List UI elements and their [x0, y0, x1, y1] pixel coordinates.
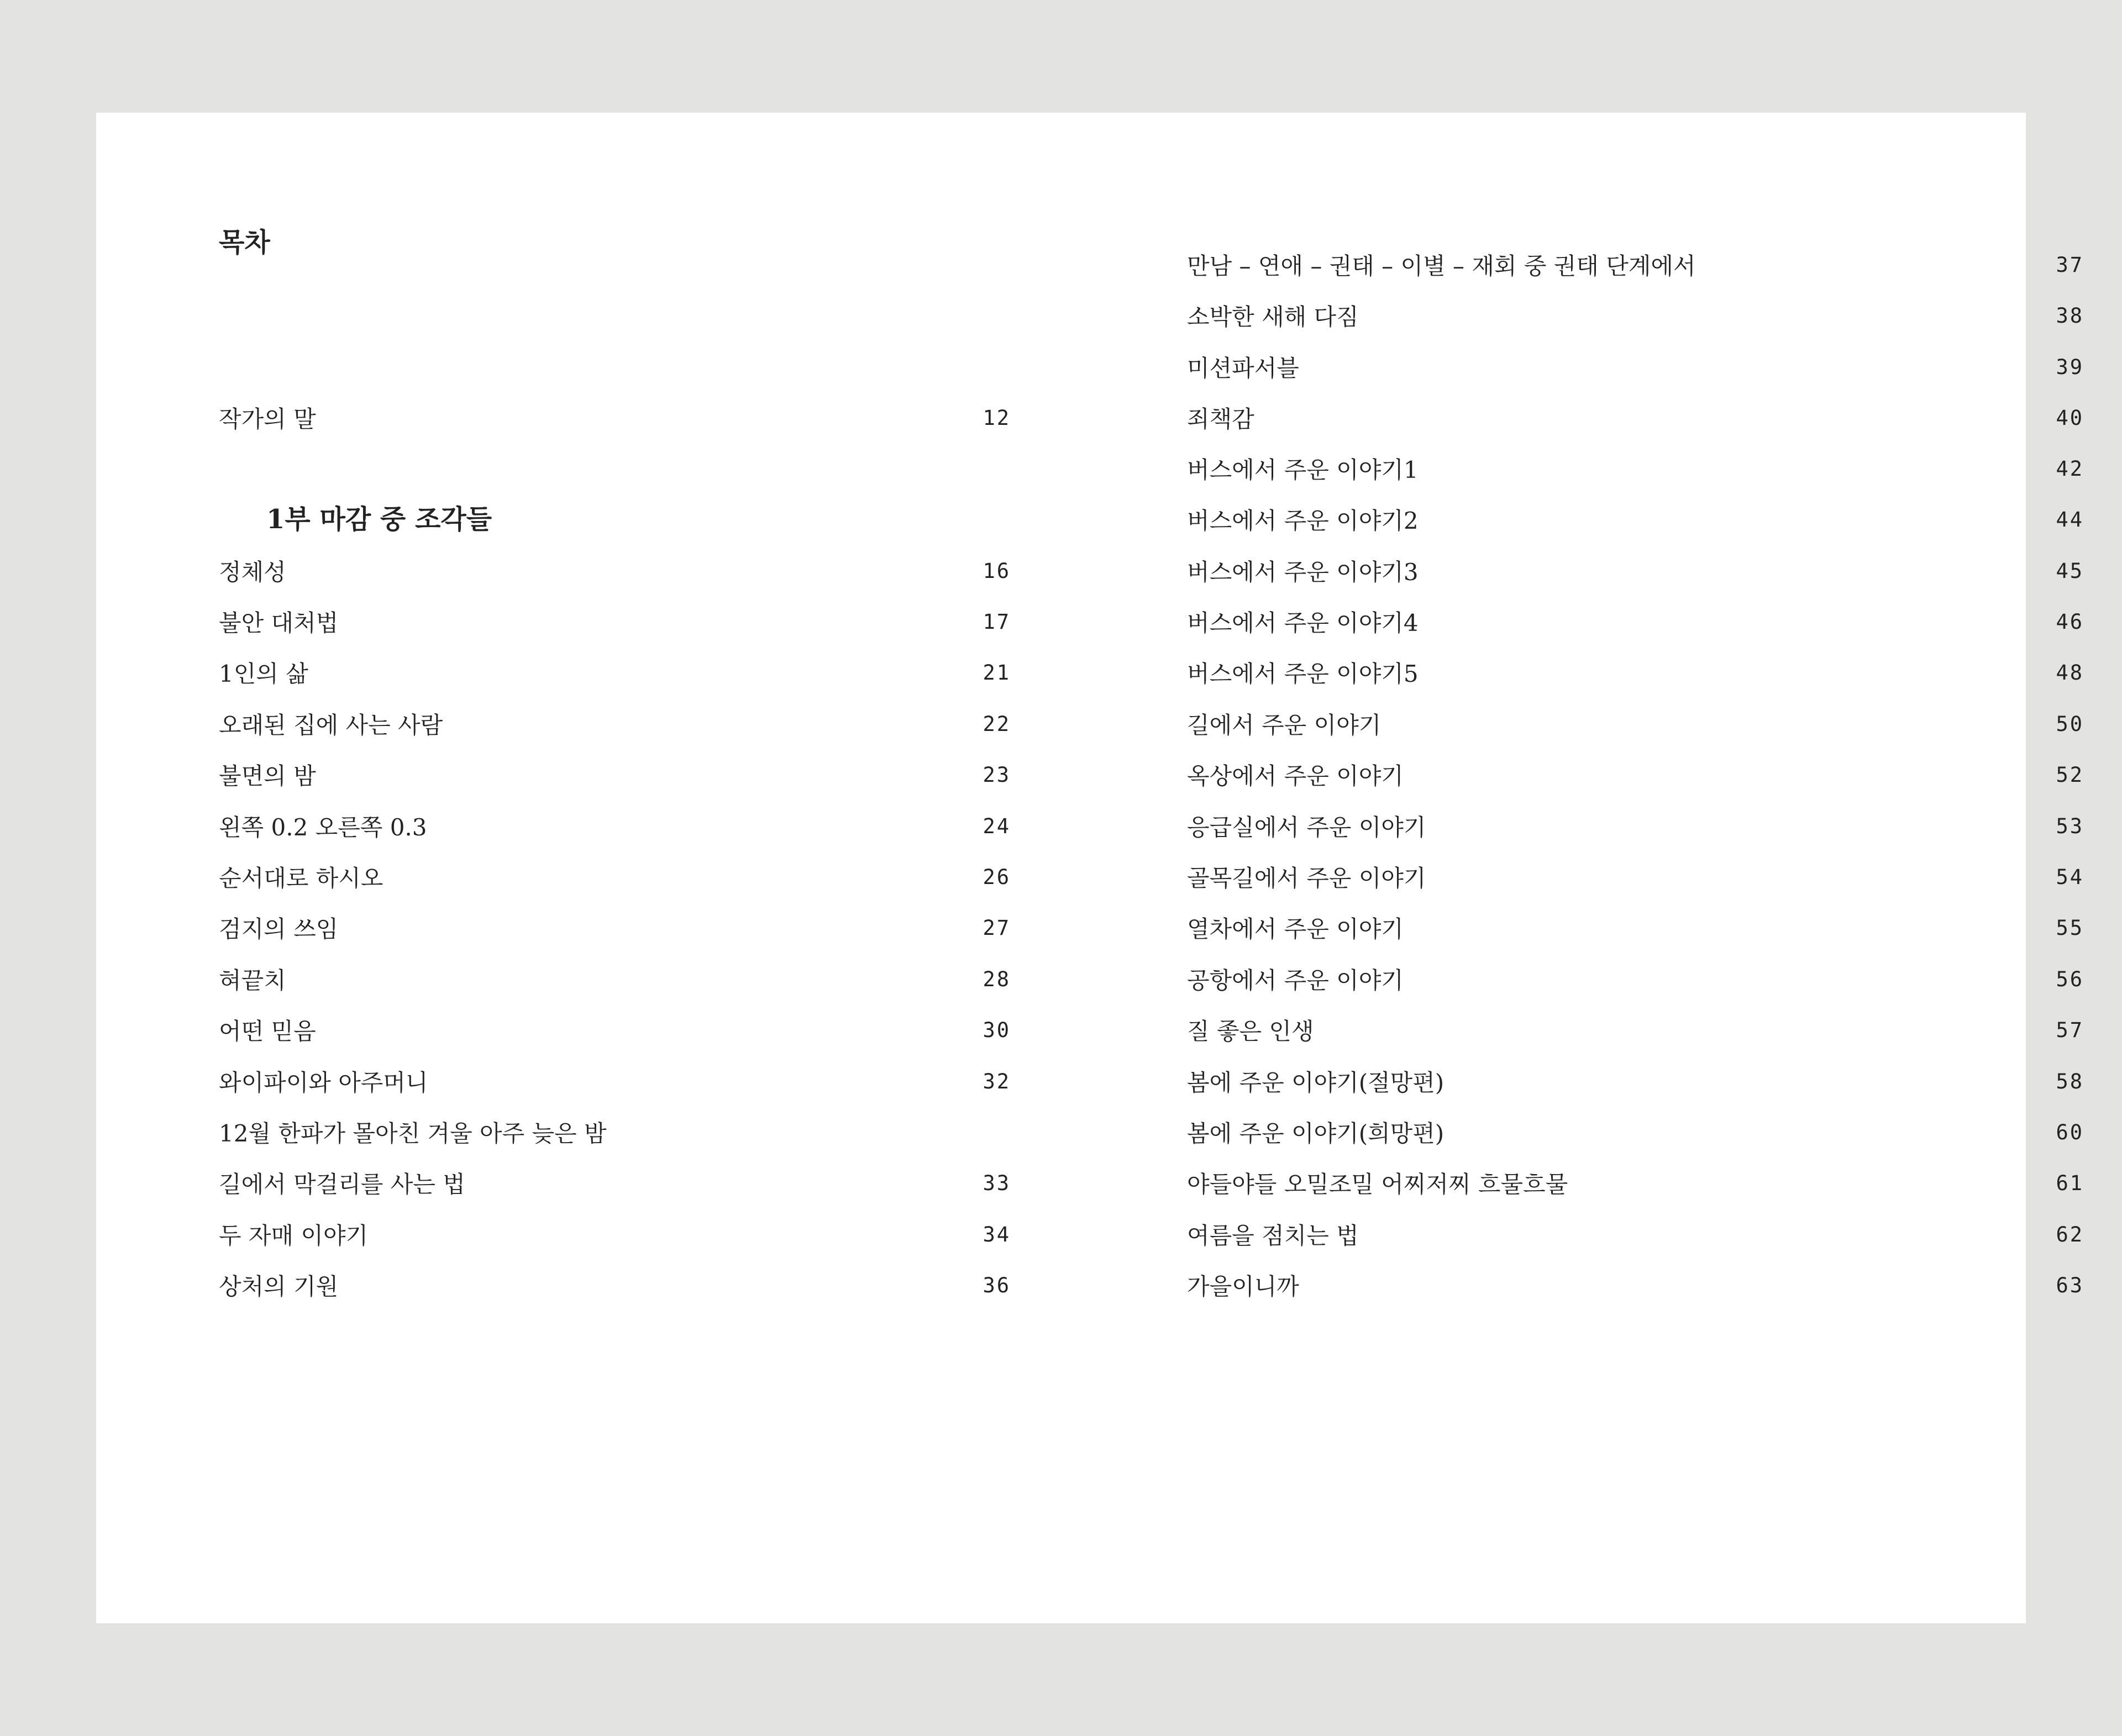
toc-entry-preface: [219, 392, 1011, 443]
toc-entry-page: 27: [983, 916, 1011, 940]
toc-entry: [219, 1107, 1011, 1158]
toc-entry-title: 옥상에서 주운 이야기: [1187, 762, 1404, 790]
toc-entry: [1187, 801, 2084, 851]
toc-entry-page: 57: [2056, 1018, 2084, 1042]
toc-entry: [219, 1260, 1011, 1311]
toc-entry-page: 23: [983, 762, 1011, 787]
toc-entry-page: 48: [2056, 660, 2084, 685]
toc-entry: [1187, 596, 2084, 647]
toc-entry-page: 55: [2056, 916, 2084, 940]
toc-entry-page: 37: [2056, 252, 2084, 277]
toc-entry-page: 61: [2056, 1171, 2084, 1195]
toc-entry-page: 38: [2056, 303, 2084, 328]
toc-entry-page: 30: [983, 1018, 1011, 1042]
toc-entry: [219, 851, 1011, 902]
toc-entry-title: 질 좋은 인생: [1187, 1018, 1314, 1045]
toc-entry-page: 39: [2056, 355, 2084, 379]
toc-entry-title: 여름을 점치는 법: [1187, 1222, 1359, 1249]
toc-entry-title: 미션파서블: [1187, 355, 1299, 382]
toc-entry: [219, 1158, 1011, 1208]
toc-entry-title: 봄에 주운 이야기(절망편): [1187, 1069, 1445, 1096]
toc-entry: [1187, 1260, 2084, 1311]
toc-entry: [1187, 698, 2084, 749]
toc-entry-page: 50: [2056, 712, 2084, 736]
toc-entry-title: 불안 대처법: [219, 609, 339, 636]
toc-entry-page: 40: [2056, 406, 2084, 430]
toc-entry-title: 버스에서 주운 이야기2: [1187, 507, 1419, 534]
toc-entry-title: 순서대로 하시오: [219, 865, 384, 892]
toc-entry-page: 24: [983, 814, 1011, 838]
toc-entry-page: 33: [983, 1171, 1011, 1195]
toc-entry: [1187, 341, 2084, 392]
toc-entry-page: 12: [983, 406, 1011, 430]
toc-entry-title: 작가의 말: [219, 406, 316, 433]
toc-entry-page: 34: [983, 1222, 1011, 1246]
toc-entry: [1187, 1107, 2084, 1158]
toc-entry-title: 불면의 밤: [219, 762, 316, 790]
toc-entry: [1187, 1158, 2084, 1208]
toc-entry: [219, 954, 1011, 1004]
toc-entry: [1187, 392, 2084, 443]
toc-entry-title: 12월 한파가 몰아친 겨울 아주 늦은 밤: [219, 1120, 607, 1147]
toc-entry-title: 버스에서 주운 이야기1: [1187, 456, 1419, 483]
toc-entry-page: 52: [2056, 762, 2084, 787]
toc-entry-page: 45: [2056, 559, 2084, 583]
toc-entry-page: 21: [983, 660, 1011, 685]
toc-entry-page: 28: [983, 967, 1011, 991]
toc-entry-title: 상처의 기원: [219, 1273, 339, 1300]
toc-entry-title: 1인의 삶: [219, 660, 308, 687]
toc-heading: 목차: [219, 227, 270, 258]
toc-entry-page: 56: [2056, 967, 2084, 991]
toc-entry: [1187, 443, 2084, 494]
toc-entry-title: 열차에서 주운 이야기: [1187, 916, 1404, 943]
toc-entry-page: 54: [2056, 865, 2084, 889]
toc-entry-title: 두 자매 이야기: [219, 1222, 369, 1249]
toc-entry-page: 53: [2056, 814, 2084, 838]
toc-entry-title: 골목길에서 주운 이야기: [1187, 865, 1426, 892]
toc-entry-page: 17: [983, 609, 1011, 634]
toc-entry: [1187, 647, 2084, 698]
toc-entry: [219, 1209, 1011, 1260]
part-heading: 1부 마감 중 조각들: [266, 504, 492, 535]
toc-entry: [219, 1004, 1011, 1055]
toc-entry: [219, 647, 1011, 698]
toc-entry-title: 오래된 집에 사는 사람: [219, 712, 443, 739]
toc-entry-page: 26: [983, 865, 1011, 889]
toc-entry: [1187, 545, 2084, 596]
toc-entry: [1187, 851, 2084, 902]
toc-entry: [1187, 954, 2084, 1004]
toc-entry: [1187, 1209, 2084, 1260]
toc-entry: [1187, 902, 2084, 953]
toc-entry-title: 죄책감: [1187, 406, 1254, 433]
toc-entry-title: 어떤 믿음: [219, 1018, 316, 1045]
toc-entry: [1187, 749, 2084, 800]
toc-entry-title: 검지의 쓰임: [219, 916, 339, 943]
toc-entry: [219, 545, 1011, 596]
toc-entry: [219, 596, 1011, 647]
toc-entry: [1187, 1056, 2084, 1107]
toc-entry-title: 소박한 새해 다짐: [1187, 303, 1359, 330]
toc-entry-title: 가을이니까: [1187, 1273, 1299, 1300]
toc-entry-title: 봄에 주운 이야기(희망편): [1187, 1120, 1445, 1147]
toc-entry-title: 혀끝치: [219, 967, 286, 994]
toc-entry: [219, 749, 1011, 800]
toc-entry: [1187, 239, 2084, 290]
toc-entry-page: 63: [2056, 1273, 2084, 1297]
toc-entry-title: 버스에서 주운 이야기5: [1187, 660, 1419, 687]
toc-entry-title: 야들야들 오밀조밀 어찌저찌 흐물흐물: [1187, 1171, 1568, 1198]
toc-entry-title: 와이파이와 아주머니: [219, 1069, 428, 1096]
toc-entry-title: 버스에서 주운 이야기3: [1187, 559, 1419, 586]
toc-entry: [1187, 494, 2084, 545]
toc-entry: [1187, 1004, 2084, 1055]
toc-entry-title: 응급실에서 주운 이야기: [1187, 814, 1426, 841]
toc-entry-title: 정체성: [219, 559, 286, 586]
toc-entry: [1187, 290, 2084, 341]
toc-entry-page: 32: [983, 1069, 1011, 1093]
toc-entry-page: 62: [2056, 1222, 2084, 1246]
toc-entry-page: 60: [2056, 1120, 2084, 1144]
toc-entry: [219, 698, 1011, 749]
toc-entry-title: 길에서 막걸리를 사는 법: [219, 1171, 465, 1198]
toc-entry-title: 버스에서 주운 이야기4: [1187, 609, 1419, 636]
toc-entry-page: 16: [983, 559, 1011, 583]
toc-entry-page: 46: [2056, 609, 2084, 634]
toc-entry-page: 58: [2056, 1069, 2084, 1093]
toc-page: [96, 113, 2084, 1623]
toc-entry-page: 36: [983, 1273, 1011, 1297]
toc-entry-title: 길에서 주운 이야기: [1187, 712, 1382, 739]
toc-entry: [219, 902, 1011, 953]
toc-entry-page: 22: [983, 712, 1011, 736]
toc-entry-page: 42: [2056, 456, 2084, 481]
toc-entry-title: 만남 – 연애 – 권태 – 이별 – 재회 중 권태 단계에서: [1187, 252, 1696, 280]
toc-entry: [219, 1056, 1011, 1107]
toc-entry-page: 44: [2056, 507, 2084, 532]
toc-entry: [219, 801, 1011, 851]
toc-entry-title: 왼쪽 0.2 오른쪽 0.3: [219, 814, 427, 841]
toc-entry-title: 공항에서 주운 이야기: [1187, 967, 1404, 994]
